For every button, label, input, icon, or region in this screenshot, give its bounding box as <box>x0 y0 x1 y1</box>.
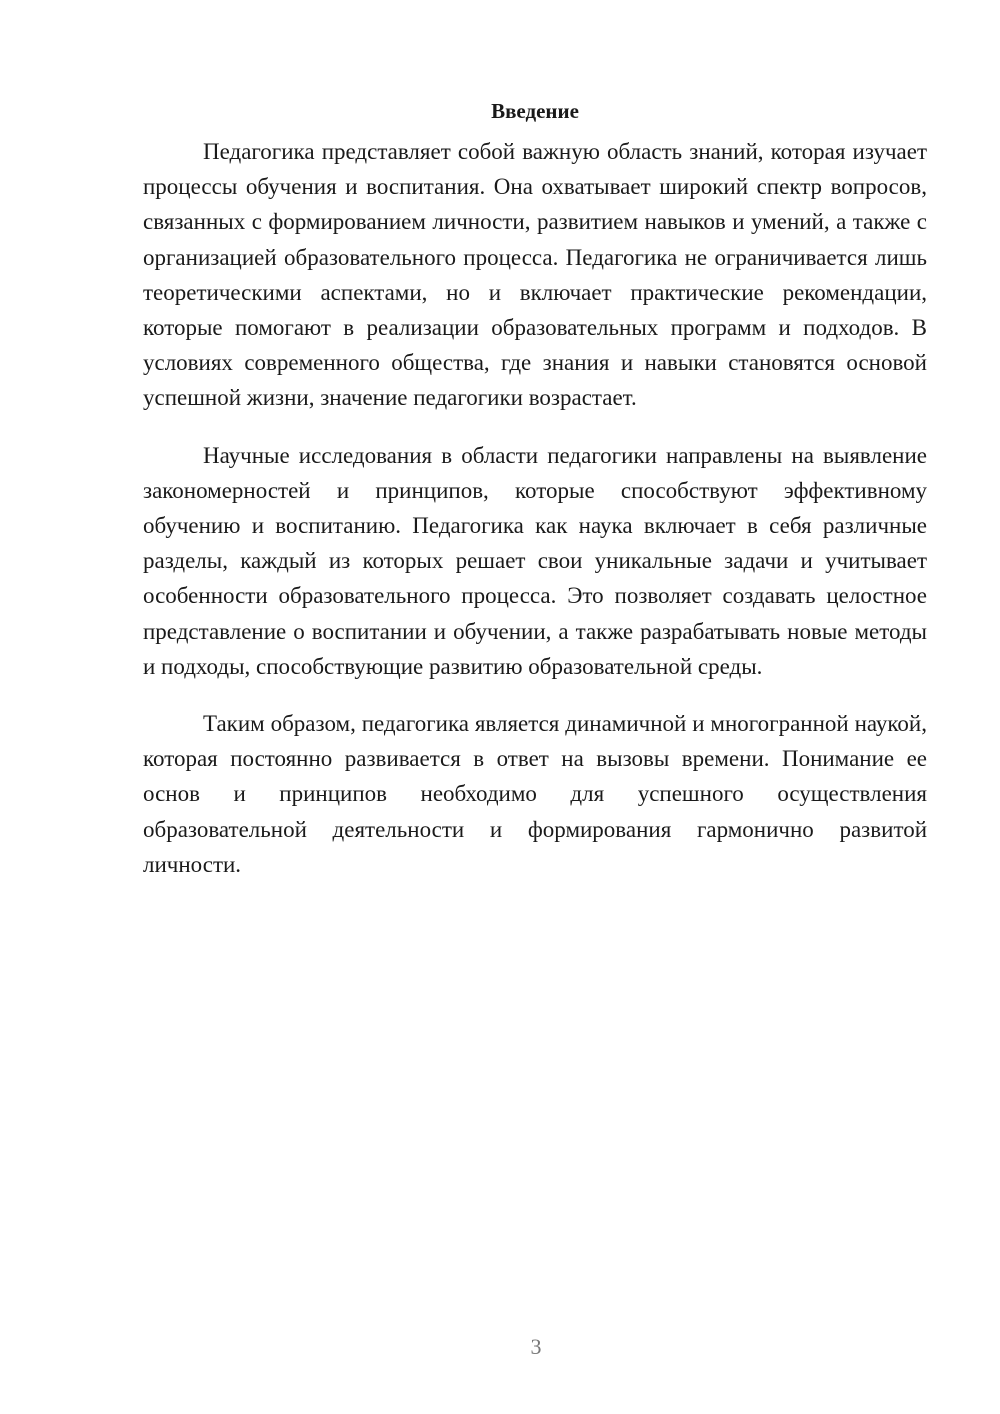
page-number: 3 <box>530 1334 542 1359</box>
page-content <box>143 96 927 904</box>
section-title: Введение <box>491 99 579 123</box>
paragraph-2: Научные исследования в области педагогики направлены на выявление закономерностей и принципов, которые способствуют эффективному обучению и воспитанию. Педагогика как наука включает в себя различные разделы, каждый из которых решает свои уникальные задачи и учитывает особенности образовательного процесса. Это позволяет создавать целостное представление о воспитании и обучении, а также разрабатывать новые методы и подходы, способствующие развитию образовательной среды. <box>143 442 927 679</box>
paragraph-3: Таким образом, педагогика является динамичной и многогранной наукой, которая постоянно развивается в ответ на вызовы времени. Понимание ее основ и принципов необходимо для успешного осуществления образовательной деятельности и формирования гармонично развитой личности. <box>143 711 927 877</box>
paragraph-1: Педагогика представляет собой важную область знаний, которая изучает процессы обучения и воспитания. Она охватывает широкий спектр вопросов, связанных с формированием личности, развитием навыков и умений, а также с организацией образовательного процесса. Педагогика не ограничивается лишь теоретическими аспектами, но и включает практические рекомендации, которые помогают в реализации образовательных программ и подходов. В условиях современного общества, где знания и навыки становятся основой успешной жизни, значение педагогики возрастает. <box>143 139 927 411</box>
